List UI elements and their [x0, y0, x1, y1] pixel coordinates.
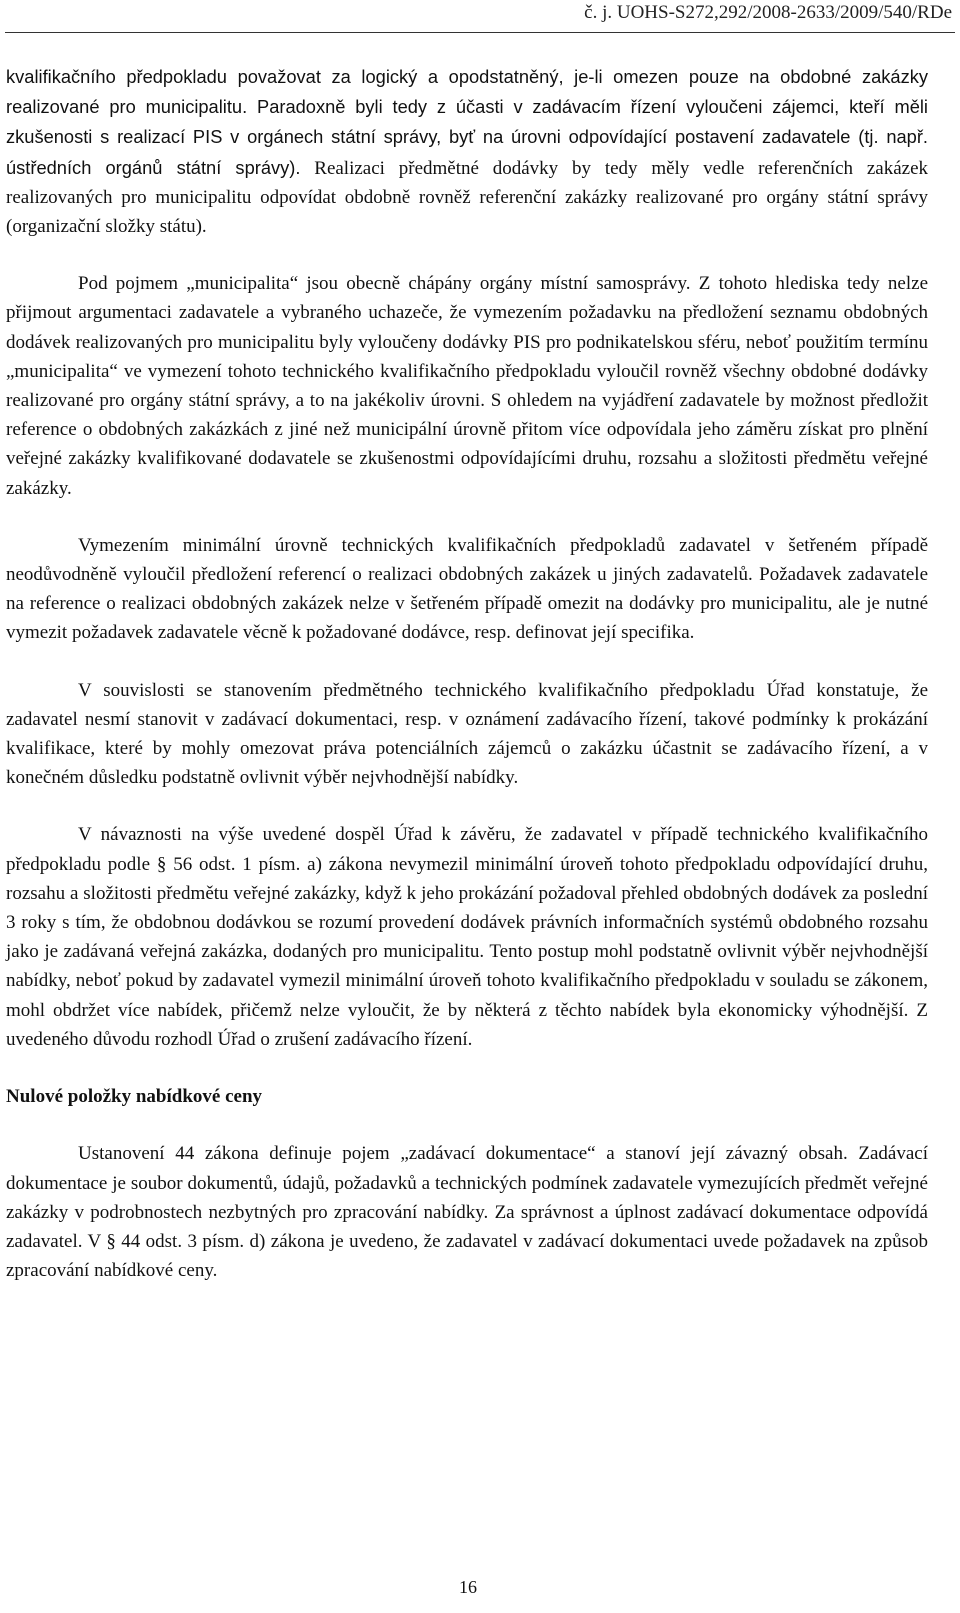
page-number: 16 [459, 1577, 477, 1597]
paragraph-6: Ustanovení 44 zákona definuje pojem „zadávací dokumentace“ a stanoví její závazný obsah. Zadávací dokumentace je soubor dokumentů, údajů, požadavků a technických podmínek zadavatele vymezujících předmět veřejné zakázky v podrobnostech nezbytných pro zpracování nabídky. Za správnost a úplnost zadávací dokumentace odpovídá zadavatel. V § 44 odst. 3 písm. d) zákona je uvedeno, že zadavatel v zadávací dokumentaci uvede požadavek na způsob zpracování nabídkové ceny. [6, 1143, 928, 1282]
paragraph-1-part-a: kvalifikačního předpokladu považovat za logický a opodstatněný, je-li omezen pouze na obdobné zakázky realizované pro municipalitu. Paradoxně byli tedy z účasti v zadávacím řízení vyloučeni zájemci, kteří měli zkušenosti s realizací PIS v orgánech státní správy, byť na úrovni odpovídající postavení zadavatele (tj. např. ústředních orgánů státní správy). [6, 66, 928, 178]
section-heading: Nulové položky nabídkové ceny [6, 1086, 263, 1108]
header-divider [5, 32, 955, 33]
document-body [6, 62, 928, 1313]
case-reference: č. j. UOHS-S272,292/2008-2633/2009/540/RDe [584, 2, 952, 23]
paragraph-1-part-b: Realizaci předmětné dodávky by tedy měly vedle referenčních zakázek realizovaných pro municipalitu odpovídat obdobně rovněž referenční zakázky realizované pro orgány státní správy (organizační složky státu). [6, 157, 929, 238]
paragraph-2: Pod pojmem „municipalita“ jsou obecně chápány orgány místní samosprávy. Z tohoto hlediska tedy nelze přijmout argumentaci zadavatele a vybraného uchazeče, že vymezením požadavku na předložení seznamu obdobných dodávek realizovaných pro municipalitu byly vyloučeny dodávky PIS pro podnikatelskou sféru, neboť použitím termínu „municipalita“ ve vymezení tohoto technického kvalifikačního předpokladu vyloučil rovněž všechny obdobné dodávky realizované pro orgány státní správy, a to na jakékoliv úrovni. S ohledem na vyjádření zadavatele by možnost předložit reference o obdobných zakázkách z jiné než municipální úrovně přitom více odpovídala jeho záměru získat pro plnění veřejné zakázky kvalifikované dodavatele se zkušenostmi odpovídajícími druhu, rozsahu a složitosti předmětu veřejné zakázky. [6, 273, 928, 499]
paragraph-3: Vymezením minimální úrovně technických kvalifikačních předpokladů zadavatel v šetřeném případě neodůvodněně vyloučil předložení referencí o realizaci obdobných zakázek u jiných zadavatelů. Požadavek zadavatele na reference o realizaci obdobných zakázek nelze v šetřeném případě omezit na dodávky pro municipalitu, ale je nutné vymezit požadavek zadavatele věcně k požadované dodávce, resp. definovat její specifika. [6, 534, 928, 644]
paragraph-1 [6, 62, 928, 241]
paragraph-4: V souvislosti se stanovením předmětného technického kvalifikačního předpokladu Úřad konstatuje, že zadavatel nesmí stanovit v zadávací dokumentaci, resp. v oznámení zadávacího řízení, takové podmínky k prokázání kvalifikace, které by mohly omezovat práva potenciálních zájemců o zakázku účastnit se zadávacího řízení, a v konečném důsledku podstatně ovlivnit výběr nejvhodnější nabídky. [6, 679, 928, 789]
paragraph-5: V návaznosti na výše uvedené dospěl Úřad k závěru, že zadavatel v případě technického kvalifikačního předpokladu podle § 56 odst. 1 písm. a) zákona nevymezil minimální úroveň tohoto předpokladu odpovídající druhu, rozsahu a složitosti předmětu veřejné zakázky, když k jeho prokázání požadoval přehled obdobných dodávek za poslední 3 roky s tím, že obdobnou dodávkou se rozumí provedení dodávek právních informačních systémů obdobného rozsahu jako je zadávaná veřejná zakázka, dodaných pro municipalitu. Tento postup mohl podstatně ovlivnit výběr nejvhodnější nabídky, neboť pokud by zadavatel vymezil minimální úroveň tohoto kvalifikačního předpokladu v souladu se zákonem, mohl obdržet více nabídek, přičemž nelze vyloučit, že by některá z těchto nabídek byla ekonomicky výhodnější. Z uvedeného důvodu rozhodl Úřad o zrušení zadávacího řízení. [6, 824, 928, 1050]
